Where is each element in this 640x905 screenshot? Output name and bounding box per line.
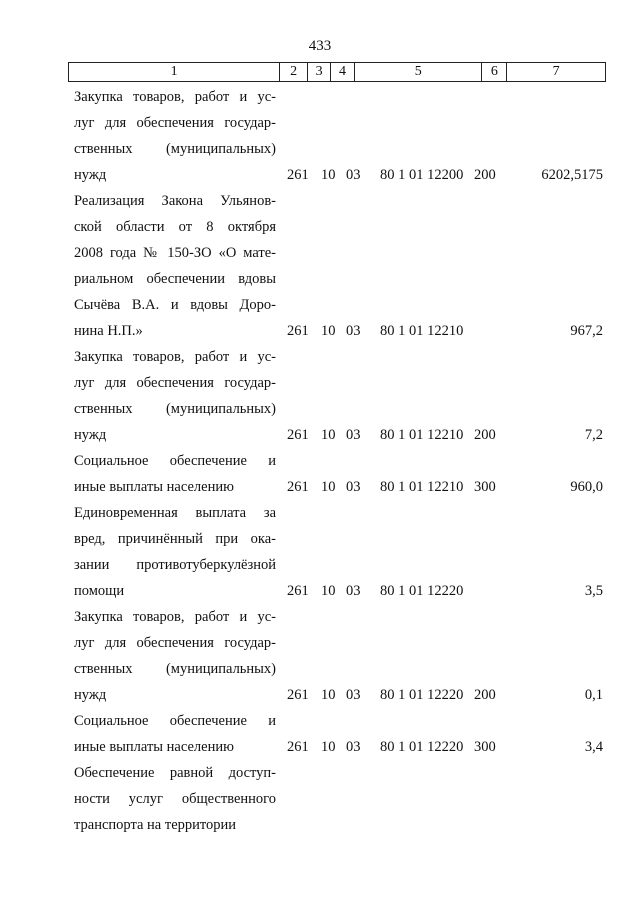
cell-col-7: 0,1 — [584, 687, 603, 703]
cell-col-4: 03 — [346, 687, 361, 703]
cell-col-5: 80 1 01 12210 — [380, 479, 464, 495]
cell-col-5: 80 1 01 12210 — [380, 323, 464, 339]
row-description-line: транспорта на территории — [74, 817, 237, 833]
row-description-line: зании противотуберкулёзной — [74, 557, 276, 573]
cell-col-4: 03 — [346, 167, 361, 183]
cell-col-4: 03 — [346, 583, 361, 599]
cell-col-2: 261 — [287, 479, 309, 495]
cell-col-2: 261 — [287, 687, 309, 703]
table-row-values — [0, 318, 640, 344]
row-description-line: 2008 года № 150-ЗО «О мате- — [74, 245, 276, 261]
cell-col-5: 80 1 01 12220 — [380, 687, 464, 703]
row-description-line: ственных (муниципальных) — [74, 401, 276, 417]
cell-col-7: 7,2 — [584, 427, 603, 443]
cell-col-6: 200 — [474, 687, 496, 703]
row-description-line: Социальное обеспечение и — [74, 713, 276, 729]
column-header-7: 7 — [552, 64, 560, 79]
row-description-line: Сычёва В.А. и вдовы Доро- — [74, 297, 276, 313]
row-description-line: луг для обеспечения государ- — [74, 635, 276, 651]
row-description-line: нужд — [74, 167, 107, 183]
cell-col-3: 10 — [321, 479, 336, 495]
cell-col-7: 967,2 — [570, 323, 603, 339]
table-row-values — [0, 734, 640, 760]
column-header-3: 3 — [308, 63, 331, 81]
cell-col-7: 3,5 — [584, 583, 603, 599]
cell-col-5: 80 1 01 12210 — [380, 427, 464, 443]
cell-col-2: 261 — [287, 167, 309, 183]
row-description-line: риальном обеспечении вдовы — [74, 271, 276, 287]
cell-col-6: 300 — [474, 479, 496, 495]
table-row-values — [0, 422, 640, 448]
row-description-line: нужд — [74, 427, 107, 443]
row-description-line: вред, причинённый при ока- — [74, 531, 276, 547]
cell-col-6: 200 — [474, 427, 496, 443]
row-description-line: ственных (муниципальных) — [74, 141, 276, 157]
row-description-line: луг для обеспечения государ- — [74, 115, 276, 131]
table-row-values — [0, 682, 640, 708]
cell-col-4: 03 — [346, 323, 361, 339]
cell-col-3: 10 — [321, 323, 336, 339]
row-description-line: ности услуг общественного — [74, 791, 276, 807]
row-description-line: луг для обеспечения государ- — [74, 375, 276, 391]
row-description-line: ской области от 8 октября — [74, 219, 276, 235]
cell-col-3: 10 — [321, 427, 336, 443]
row-description-line: нина Н.П.» — [74, 323, 143, 339]
column-header-4: 4 — [331, 63, 355, 81]
cell-col-2: 261 — [287, 427, 309, 443]
cell-col-3: 10 — [321, 739, 336, 755]
row-description-line: иные выплаты населению — [74, 479, 234, 495]
cell-col-2: 261 — [287, 739, 309, 755]
row-description-line: Единовременная выплата за — [74, 505, 276, 521]
row-description-line: Закупка товаров, работ и ус- — [74, 609, 276, 625]
table-row-values — [0, 578, 640, 604]
cell-col-7: 6202,5175 — [541, 167, 603, 183]
page-number: 433 — [308, 38, 332, 54]
row-description-line: иные выплаты населению — [74, 739, 234, 755]
cell-col-4: 03 — [346, 739, 361, 755]
cell-col-5: 80 1 01 12220 — [380, 739, 464, 755]
cell-col-7: 960,0 — [570, 479, 603, 495]
cell-col-3: 10 — [321, 167, 336, 183]
row-description-line: помощи — [74, 583, 125, 599]
row-description-line: ственных (муниципальных) — [74, 661, 276, 677]
row-description-line: Обеспечение равной доступ- — [74, 765, 276, 781]
table-row-values — [0, 162, 640, 188]
table-header-row — [68, 62, 606, 82]
column-header-6: 6 — [482, 63, 507, 81]
cell-col-4: 03 — [346, 427, 361, 443]
row-description-line: нужд — [74, 687, 107, 703]
cell-col-4: 03 — [346, 479, 361, 495]
row-description-line: Закупка товаров, работ и ус- — [74, 89, 276, 105]
column-header-5: 5 — [355, 63, 483, 81]
table-row-values — [0, 474, 640, 500]
column-header-1: 1 — [69, 63, 280, 81]
cell-col-2: 261 — [287, 583, 309, 599]
cell-col-5: 80 1 01 12220 — [380, 583, 464, 599]
cell-col-2: 261 — [287, 323, 309, 339]
column-header-2: 2 — [280, 63, 308, 81]
cell-col-6: 300 — [474, 739, 496, 755]
cell-col-5: 80 1 01 12200 — [380, 167, 464, 183]
row-description-line: Реализация Закона Ульянов- — [74, 193, 276, 209]
row-description-line: Социальное обеспечение и — [74, 453, 276, 469]
cell-col-3: 10 — [321, 583, 336, 599]
cell-col-6: 200 — [474, 167, 496, 183]
row-description-line: Закупка товаров, работ и ус- — [74, 349, 276, 365]
cell-col-7: 3,4 — [584, 739, 603, 755]
cell-col-3: 10 — [321, 687, 336, 703]
